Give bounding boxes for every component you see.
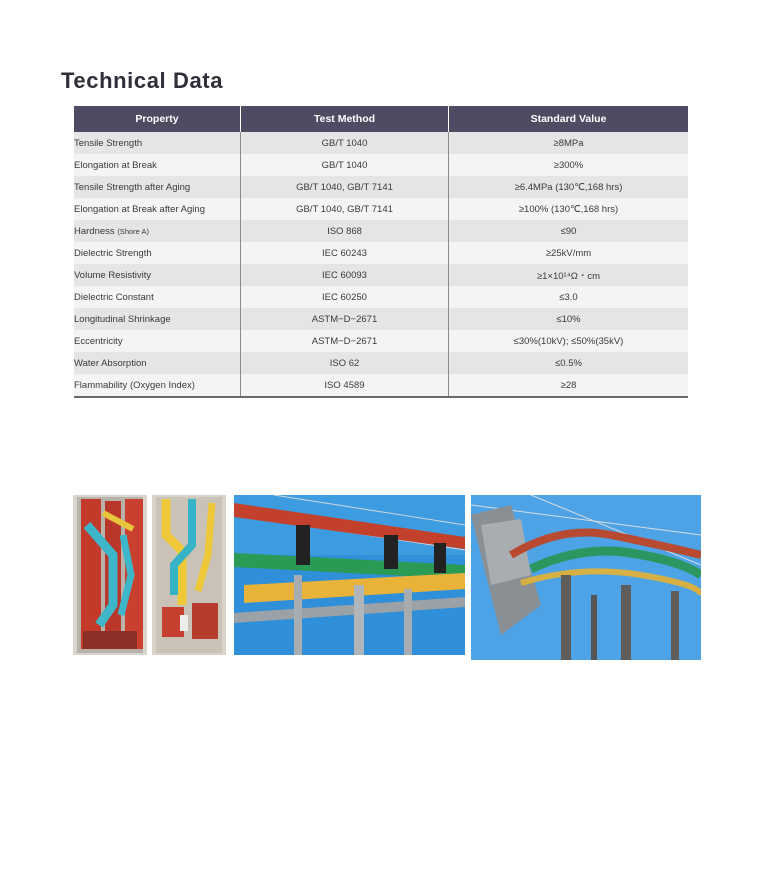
property-name: Hardness [74, 225, 115, 237]
property-name: Volume Resistivity [74, 269, 152, 281]
table-row [74, 264, 688, 286]
standard-value-cell: ≥28 [449, 374, 689, 397]
test-method-cell: IEC 60243 [241, 242, 449, 264]
table-row [74, 352, 688, 374]
property-name: Elongation at Break [74, 159, 157, 171]
standard-value-cell: ≤90 [449, 220, 689, 242]
test-method-cell: IEC 60093 [241, 264, 449, 286]
property-name: Dielectric Strength [74, 247, 152, 259]
property-cell [74, 242, 241, 264]
standard-value-cell: ≤10% [449, 308, 689, 330]
test-method-cell: ISO 62 [241, 352, 449, 374]
table-row [74, 154, 688, 176]
property-cell [74, 286, 241, 308]
substation-photo-overhead-busbars [471, 495, 701, 660]
test-method-cell: IEC 60250 [241, 286, 449, 308]
standard-value-cell: ≥6.4MPa (130℃,168 hrs) [449, 176, 689, 198]
table-row [74, 374, 688, 397]
header-standard-value: Standard Value [449, 106, 689, 132]
property-cell [74, 220, 241, 242]
technical-data-table [74, 106, 688, 398]
test-method-cell: ISO 868 [241, 220, 449, 242]
property-name: Dielectric Constant [74, 291, 154, 303]
table-header-row [74, 106, 688, 132]
test-method-cell: ASTM−D−2671 [241, 308, 449, 330]
property-name: Water Absorption [74, 357, 147, 369]
test-method-cell: GB/T 1040 [241, 132, 449, 154]
switchgear-photo-yellow-busbars [152, 495, 226, 655]
test-method-cell: GB/T 1040, GB/T 7141 [241, 198, 449, 220]
property-cell [74, 132, 241, 154]
test-method-cell: ASTM−D−2671 [241, 330, 449, 352]
header-test-method: Test Method [241, 106, 449, 132]
table-row [74, 330, 688, 352]
property-name: Flammability (Oxygen Index) [74, 379, 195, 391]
page-title: Technical Data [61, 68, 224, 93]
substation-photo-insulators [234, 495, 465, 655]
standard-value-cell: ≥25kV/mm [449, 242, 689, 264]
test-method-cell: GB/T 1040, GB/T 7141 [241, 176, 449, 198]
table-row [74, 308, 688, 330]
table-row [74, 198, 688, 220]
property-cell [74, 176, 241, 198]
test-method-cell: ISO 4589 [241, 374, 449, 397]
property-name: Longitudinal Shrinkage [74, 313, 171, 325]
property-cell [74, 352, 241, 374]
standard-value-cell: ≤30%(10kV); ≤50%(35kV) [449, 330, 689, 352]
standard-value-cell: ≥8MPa [449, 132, 689, 154]
standard-value-cell: ≥300% [449, 154, 689, 176]
test-method-cell: GB/T 1040 [241, 154, 449, 176]
property-cell [74, 330, 241, 352]
property-note: (Shore A) [117, 226, 149, 236]
table-row [74, 286, 688, 308]
header-property: Property [74, 106, 241, 132]
property-name: Tensile Strength after Aging [74, 181, 191, 193]
standard-value-cell: ≥100% (130℃,168 hrs) [449, 198, 689, 220]
property-name: Elongation at Break after Aging [74, 203, 205, 215]
standard-value-cell: ≤3.0 [449, 286, 689, 308]
table-row [74, 176, 688, 198]
table-row [74, 220, 688, 242]
table-row [74, 242, 688, 264]
property-name: Eccentricity [74, 335, 123, 347]
property-cell [74, 198, 241, 220]
property-cell [74, 374, 241, 397]
switchgear-photo-red-busbars [73, 495, 147, 655]
property-cell [74, 154, 241, 176]
property-cell [74, 264, 241, 286]
property-cell [74, 308, 241, 330]
standard-value-cell: ≥1×10¹⁴Ω・cm [449, 264, 689, 286]
table-row [74, 132, 688, 154]
property-name: Tensile Strength [74, 137, 143, 149]
standard-value-cell: ≤0.5% [449, 352, 689, 374]
